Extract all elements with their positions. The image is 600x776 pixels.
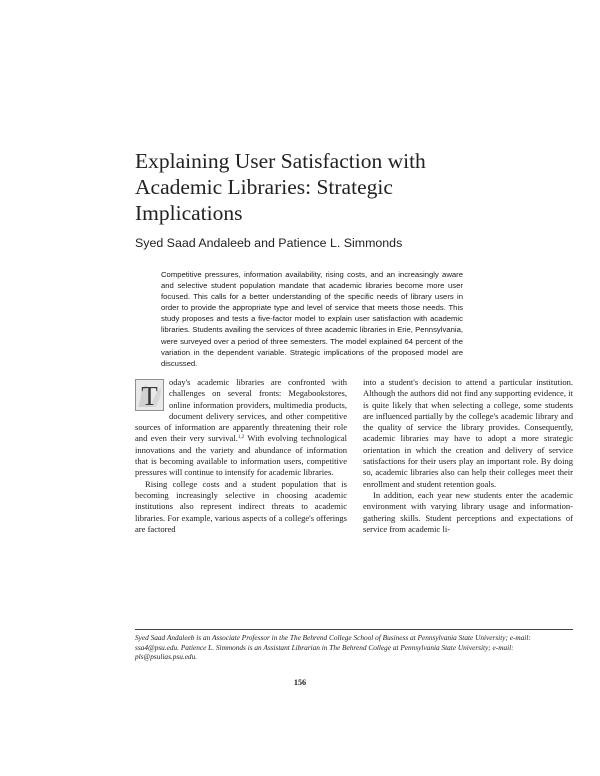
body-column-left [135, 377, 347, 535]
body-paragraph [135, 377, 347, 479]
body-text: With evolving technological innovations and the variety and abundance of information that is becoming available to information users, competitive pressures will continue to intensify for academic libraries. [135, 433, 347, 478]
page-number: 156 [293, 678, 307, 687]
footnote-divider [135, 629, 573, 630]
article-title [135, 148, 475, 226]
title-line: Academic Libraries: Strategic [135, 175, 393, 199]
body-paragraph: into a student's decision to attend a particular institution. Although the authors did not find any supporting evidence, it is quite likely that when selecting a college, some students are influenced partially by the college's academic library and the quality of service the library provides. Consequently, academic libraries may have to adopt a more strategic orientation in which the creation and delivery of service satisfactions for their users play an important role. By doing so, academic libraries also can help their colleges meet their enrollment and student retention goals. [363, 377, 573, 489]
dropcap-ornament [135, 379, 164, 411]
article-abstract: Competitive pressures, information availability, rising costs, and an increasingly aware and selective student population mandate that academic libraries become more user focused. This calls for a better understanding of the specific needs of library users in order to provide the appropriate type and level of service that meets those needs. This study proposes and tests a five-factor model to explain user satisfaction with academic libraries. Students availing the services of three academic libraries in Erie, Pennsylvania, were surveyed over a period of three semesters. The model explained 64 percent of the variation in the dependent variable. Strategic implications of the proposed model are discussed. [161, 270, 463, 368]
dropcap-letter: T [141, 381, 158, 411]
body-paragraph: Rising college costs and a student population that is becoming increasingly selective in choosing academic institutions also represent indirect threats to academic libraries. For example, various aspects of a college's offerings are factored [135, 478, 347, 534]
body-text: oday's academic libraries are confronted with challenges on several fronts: Megabookstores, online information providers, multimedia products, document delivery services, and other competitive sources of information are apparently threatening their role and even their very survival. [135, 377, 347, 444]
body-column-right [363, 377, 573, 535]
author-footnote: Syed Saad Andaleeb is an Associate Professor in the The Behrend College School of Business at Pennsylvania State University; e-mail: ssa4@psu.edu. Patience L. Simmonds is an Assistant Librarian in The Behrend College at Pennsylvania State University; e-mail: pls@psulias.psu.edu. [135, 633, 531, 662]
title-line: Explaining User Satisfaction with [135, 149, 426, 173]
article-authors: Syed Saad Andaleeb and Patience L. Simmonds [135, 236, 403, 250]
citation-marker: 1,2 [237, 435, 245, 441]
title-line: Implications [135, 201, 243, 225]
body-paragraph: In addition, each year new students enter the academic environment with varying library usage and information-gathering skills. Student perceptions and expectations of service from academic li- [363, 489, 573, 534]
